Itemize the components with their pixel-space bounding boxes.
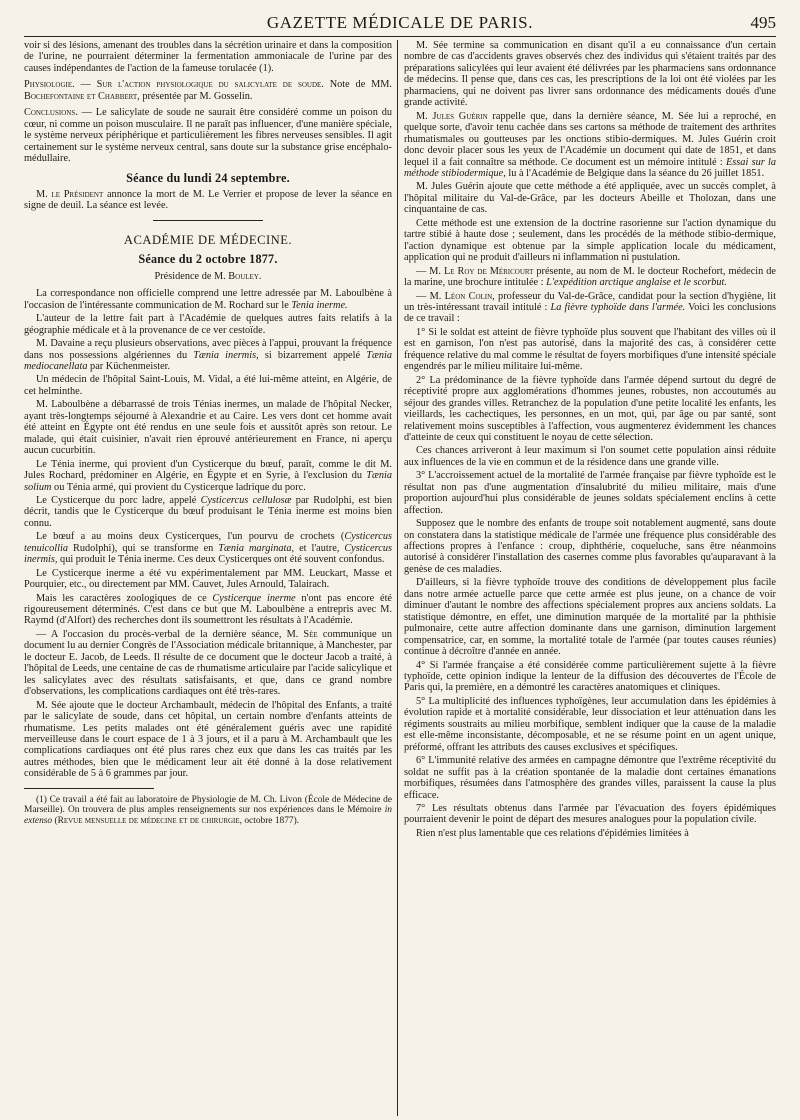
conclusions-label: Conclusions. xyxy=(24,107,78,119)
text-run: communique un document lu au dernier Congrès de l'Association médicale britannique, à Manchester, par le docteur E. Jacob, de Leeds. Il résulte de ce document que le docteur Jacob a traité, à l'hôpital de Leeds, une centaine de cas de rhumatisme articulaire par l'acide salicylique et les salicylates avec des résultats satisfaisants, et que, dans ce grand nombre d'observations, les complications cardiaques ont été très-rares. xyxy=(24,628,392,698)
presidence-name: Bouley. xyxy=(228,270,262,282)
conclusion-1: 1° Si le soldat est atteint de fièvre typhoïde plus souvent que l'habitant des villes où il est en garnison, l'on n'est pas autorisé, dans la majorité des cas, à considérer cette fréquence relative du mal comme le résultat de foyers morbifiques d'une intensité spéciale engendrés par le milieu militaire lui-même. xyxy=(404,326,776,373)
paragraph-boeuf xyxy=(24,531,392,565)
conclusion-2-continued: Ces chances arriveront à leur maximum si l'on soumet cette population ainsi réduite aux influences de la vie en commun et de la résidence dans une grande ville. xyxy=(404,445,776,468)
paragraph-guerin-ajoute: M. Jules Guérin ajoute que cette méthode a été appliquée, avec un succès complet, à l'hôpital militaire du Val-de-Grâce, par les docteurs Abeille et Tholozan, dans une cinquantaine de cas. xyxy=(404,181,776,216)
text-run: — M. xyxy=(416,265,444,277)
text-run: octobre 1877). xyxy=(242,816,300,827)
conclusion-3: 3° L'accroissement actuel de la mortalité de l'armée française par fièvre typhoïde est le résultat non pas d'une augmentation d'insalubrité du milieu militaire, mais d'une proportion aujourd'hui plus considérable de jeunes soldats spécialement enclins à cette affection. xyxy=(404,470,776,516)
text-run: professeur du Val-de-Grâce, candidat pour la section d'hygiène, lit un très-intéressant travail intitulé : xyxy=(404,290,776,313)
seance-heading-24-septembre: Séance du lundi 24 septembre. xyxy=(126,170,290,185)
publication-title: GAZETTE MÉDICALE DE PARIS. xyxy=(266,13,534,32)
italic-run: Tenia inerme. xyxy=(291,299,348,311)
text-run: — M. xyxy=(416,290,445,302)
smallcaps-run: (Revue mensuelle de médecine et de chirurgie, xyxy=(52,816,243,827)
text-run: n'ont pas encore été rigoureusement déterminés. C'est dans ce but que M. Laboulbène a entrepris avec M. Raymd (d'Alfort) des recherches dont ils soumettront les résultats à l'Académie. xyxy=(24,592,392,627)
left-column xyxy=(24,40,392,1116)
text-run: Rudolphi), qui se transforme en xyxy=(68,542,219,554)
text-run: Le Ténia inerme, qui provient d'un Cysticerque du bœuf, paraît, comme le dit M. Jules Rochard, prédominer en Algérie, en Égypte et en Syrie, à l'exclusion du xyxy=(24,458,392,482)
italic-run: L'expédition arctique anglaise et le scorbut. xyxy=(546,277,727,289)
note-authors: Bochefontaine et Chabbert, xyxy=(24,90,140,102)
presidence-text: Présidence de M. xyxy=(154,270,229,282)
conclusion-3-supposez: Supposez que le nombre des enfants de troupe soit notablement augmenté, sans doute on constatera dans la statistique médicale de l'armée une fréquence plus considérable des affections propres à l'enfance : croup, diphthérie, coqueluche, sans être néanmoins autorisé à considérer l'installation des casernes comme plus favorables qu'auparavant à la genèse de ces maladies. xyxy=(404,518,776,575)
paragraph-guerin xyxy=(404,111,776,180)
text-run: ou Ténia armé, qui provient du Cysticerque ladrique du porc. xyxy=(51,481,306,493)
section-label-physiologie: Physiologie. xyxy=(24,79,75,91)
footnote-rule xyxy=(24,788,154,789)
text-run: par Küchenmeister. xyxy=(87,360,171,372)
paragraph-rien: Rien n'est plus lamentable que ces relations d'épidémies limitées à xyxy=(416,827,689,839)
note-presenter: présentée par M. Gosselin. xyxy=(139,90,253,102)
conclusion-4: 4° Si l'armée française a été considérée comme particulièrement sujette à la fièvre typhoïde, cette opinion indique la lenteur de la diffusion des découvertes de l'École de Paris qui, la première, en a démontré les caractères anatomiques et cliniques. xyxy=(404,659,776,694)
paragraph-conclusions xyxy=(24,107,392,164)
text-run: Le Cysticerque du porc ladre, appelé xyxy=(36,494,201,506)
italic-run: in extenso xyxy=(24,805,392,827)
paragraph-correspondance xyxy=(24,288,392,311)
right-column xyxy=(404,40,776,1116)
text-run: par Rudolphi, est bien décrit, tandis que le Cysticerque du bœuf produisant le Ténia inerme est moins bien connu. xyxy=(24,494,392,529)
column-divider xyxy=(397,40,398,1116)
text-run: M. Davaine a reçu plusieurs observations, avec pièces à l'appui, prouvant la fréquence dans nos possessions algériennes du xyxy=(24,338,392,361)
italic-run: Tænia mediocanellata xyxy=(24,349,392,372)
italic-run: Tænia inermis, xyxy=(193,349,259,361)
text-run: Mais les caractères zoologiques de ce xyxy=(36,592,213,604)
paragraph-mais xyxy=(24,593,392,627)
paragraph-see-termine: M. Sée termine sa communication en disant qu'il a eu connaissance d'un certain nombre de cas d'accidents graves observés chez des individus qui s'étaient traités par des préparations salicylées qui leur avaient été délivrées par les pharmaciens sans ordonnance de médecins. Il pense que, dans ces cas, les prescriptions de la loi ont été violées par les pharmaciens, qui ne doivent pas livrer sans ordonnance des médicaments doués d'une grande activité. xyxy=(404,40,776,109)
paragraph-auteur: L'auteur de la lettre fait part à l'Académie de quelques autres faits relatifs à la géographie médicale et à la provenance de ce ver cestoïde. xyxy=(24,313,392,336)
paragraph-see xyxy=(24,629,392,698)
text-run: (1) Ce travail a été fait au laboratoire de Physiologie de M. Ch. Livon (École de Médecine de Marseille). On trouvera de plus amples renseignements sur nos expériences dans le Mémoire xyxy=(24,794,392,816)
paragraph-cysticerque xyxy=(24,495,392,529)
italic-run: Cysticercus inermis, xyxy=(24,542,392,566)
italic-run: Essai sur la méthode stibiodermique, xyxy=(404,156,776,179)
conclusion-3-dailleurs: D'ailleurs, si la fièvre typhoïde trouve des conditions de développement plus facile dans notre armée actuelle parce que cette armée est plus jeune, on a chance de voir diminuer d'autant le nombre des affections spécialement propres aux anciens soldats. La statistique démontre, en effet, une diminution marquée de la mortalité par la phthisie pulmonaire, cette autre affection dominante dans une garnison, diminution largement compensatrice, car, en somme, la mortalité totale de l'armée (par toutes causes réunies) continue à décroître d'année en année. xyxy=(404,577,776,658)
paragraph-see-archambault: M. Sée ajoute que le docteur Archambault, médecin de l'hôpital des Enfants, a traité par le salicylate de soude, dans cet hôpital, un certain nombre d'enfants atteints de rhumatisme. Les petits malades ont été généralement guéris avec une rapidité merveilleuse dans le court espace de 1 à 3 jours, et il a paru à M. Archambault que les complications cardiaques ont été plus rares chez eux que dans les cas traités par les autres méthodes, bien que le médicament leur ait été donné à la dose relativement considérable de 5 à 6 grammes par jour. xyxy=(24,699,392,780)
italic-run: Tænia marginata, xyxy=(218,542,295,554)
conclusion-5: 5° La multiplicité des influences typhoïgènes, leur accumulation dans les épidémies à évolution rapide et à mortalité considérable, leur dissociation et leur atténuation dans les régiments soustraits au milieu morbifique, semblent indiquer que la cause de la maladie est elle-même inconsistante, décomposable, et ne se résume point en un agent unique, préformé, offrant les attributs des causes exclusives et spécifiques. xyxy=(404,695,776,753)
paragraph-colin xyxy=(404,291,776,325)
president-label: M. le Président xyxy=(36,188,104,200)
paragraph-president xyxy=(24,189,392,212)
smallcaps-run: Léon Colin, xyxy=(444,290,495,302)
text-run: rappelle que, dans la dernière séance, M. Sée lui a reproché, en quelque sorte, d'avoir tenu cachée dans ses cartons sa méthode de traitement des arthrites rhumatismales ou goutteuses par les onctions stibio-dermiques. M. Jules Guérin croit donc devoir placer sous les yeux de l'Académie un document qui date de 1851, et dans lequel il a fait connaître sa méthode. Ce document est un mémoire intitulé : xyxy=(404,110,776,168)
page-number: 495 xyxy=(750,13,776,32)
paragraph-continuation: voir si des lésions, amenant des troubles dans la sécrétion urinaire et dans la composition de l'urine, ne pourraient déterminer la fermentation ammoniacale de l'urine par des causes indépendantes de l'action de la fameuse torulacée (1). xyxy=(24,40,392,74)
paragraph-inerme: Le Cysticerque inerme a été vu expérimentalement par MM. Leuckart, Masse et Pourquier, etc., ou directement par MM. Cauvet, Jules Arnould, Talairach. xyxy=(24,567,392,591)
text-run: qui produit le Ténia inerme. Ces deux Cysticerques ont été souvent confondus. xyxy=(57,554,385,566)
text-run: M. xyxy=(416,110,433,122)
article-title-salicylate: — Sur l'action physiologique du salicylate de soude. xyxy=(80,79,324,91)
paragraph-davaine xyxy=(24,338,392,372)
conclusion-2: 2° La prédominance de la fièvre typhoïde dans l'armée dépend surtout du degré de réceptivité propre aux agglomérations d'hommes jeunes, robustes, non accoutumés au séjour des grandes villes. Retranchez de la population d'une petite localité les enfants, les vieillards, les cachectiques, les personnes, en un mot, qui, par âge ou par santé, sont relativement moins susceptibles à l'affection, vous augmenterez évidemment les chances d'atteinte de ceux qui constituent le noyau de cette sélection. xyxy=(404,374,776,443)
presidence-line xyxy=(24,271,392,282)
academie-heading: ACADÉMIE DE MÉDECINE. xyxy=(123,232,293,247)
paragraph-vidal: Un médecin de l'hôpital Saint-Louis, M. Vidal, a été lui-même atteint, en Algérie, de cet helminthe. xyxy=(24,374,392,397)
text-run: lu à l'Académie de Belgique dans la séance du 26 juillet 1851. xyxy=(505,167,765,179)
text-run: — A l'occasion du procès-verbal de la dernière séance, M. xyxy=(36,628,304,640)
paragraph-physiologie xyxy=(24,79,392,102)
seance-heading-2-octobre: Séance du 2 octobre 1877. xyxy=(138,252,278,267)
smallcaps-run: Jules Guérin xyxy=(432,110,488,122)
italic-run: La fièvre typhoïde dans l'armée. xyxy=(550,301,686,313)
text-run: Voici les conclusions de ce travail : xyxy=(404,301,776,325)
paragraph-laboulbene: M. Laboulbène a débarrassé de trois Ténias inermes, un malade de l'hôpital Necker, ayant très-longtemps séjourné à Alexandrie et au Caire. Les vers dont cet homme avait été atteint en Égypte ont été rendus en une seule fois et aussitôt après son retour. Le malade, qui était cuisinier, n'avait rien éprouvé antérieurement en France, ni aperçu aucun cucurbitin. xyxy=(24,399,392,457)
conclusion-7: 7° Les résultats obtenus dans l'armée par l'évacuation des foyers épidémiques pourraient devenir le point de départ des mesures analogues pour la population civile. xyxy=(404,803,776,826)
italic-run: Cysticercus cellulosæ xyxy=(200,494,292,506)
text-run: et l'autre, xyxy=(294,542,345,554)
text-run: si bizarrement appelé xyxy=(258,349,367,361)
page-header xyxy=(24,10,776,37)
footnote xyxy=(24,795,392,827)
paragraph-tenia xyxy=(24,459,392,493)
text-run: présente, au nom de M. le docteur Rochefort, médecin de la marine, une brochure intitulée : xyxy=(404,265,776,289)
text-run: La correspondance non officielle comprend une lettre adressée par M. Laboulbène à l'occasion de l'intéressante communication de M. Rochard sur le xyxy=(24,288,392,311)
conclusion-6: 6° L'immunité relative des armées en campagne démontre que l'extrême réceptivité du soldat ne suffit pas à la création spontanée de la maladie dont certaines émanations morbifiques, résumées dans l'atmosphère des grandes villes, paraissent la cause la plus efficace. xyxy=(404,755,776,801)
italic-run: Cysticerque inerme xyxy=(212,592,296,604)
smallcaps-run: Sée xyxy=(303,628,318,640)
section-rule xyxy=(153,220,263,221)
paragraph-leroy xyxy=(404,266,776,289)
italic-run: Cysticercus tenuicollia xyxy=(24,531,392,554)
text-run: Le bœuf a au moins deux Cysticerques, l'un pourvu de crochets ( xyxy=(36,531,345,543)
president-text: annonce la mort de M. Le Verrier et propose de lever la séance en signe de deuil. La séance est levée. xyxy=(24,188,392,212)
note-text: Note de MM. xyxy=(323,79,392,91)
conclusions-text: — Le salicylate de soude ne saurait être considéré comme un poison du cœur, ni comme un poison musculaire. Il ne paraît pas influencer, d'une manière spéciale, le système nerveux périphérique et particulièrement les fibres nerveuses sensibles. Il agit certainement sur le système nerveux central, sans doute sur la substance grise encéphalo-médullaire. xyxy=(24,107,392,165)
smallcaps-run: Le Roy de Méricourt xyxy=(443,265,534,277)
paragraph-methode: Cette méthode est une extension de la doctrine rasorienne sur l'action dynamique du tartre stibié à haute dose ; seulement, dans les procédés de la méthode stibio-dermique, l'action dynamique est obtenue par la simple application locale du médicament, application qui ne produit d'ailleurs ni inflammation ni pustulation. xyxy=(404,217,776,264)
italic-run: Tænia solium xyxy=(24,470,392,493)
